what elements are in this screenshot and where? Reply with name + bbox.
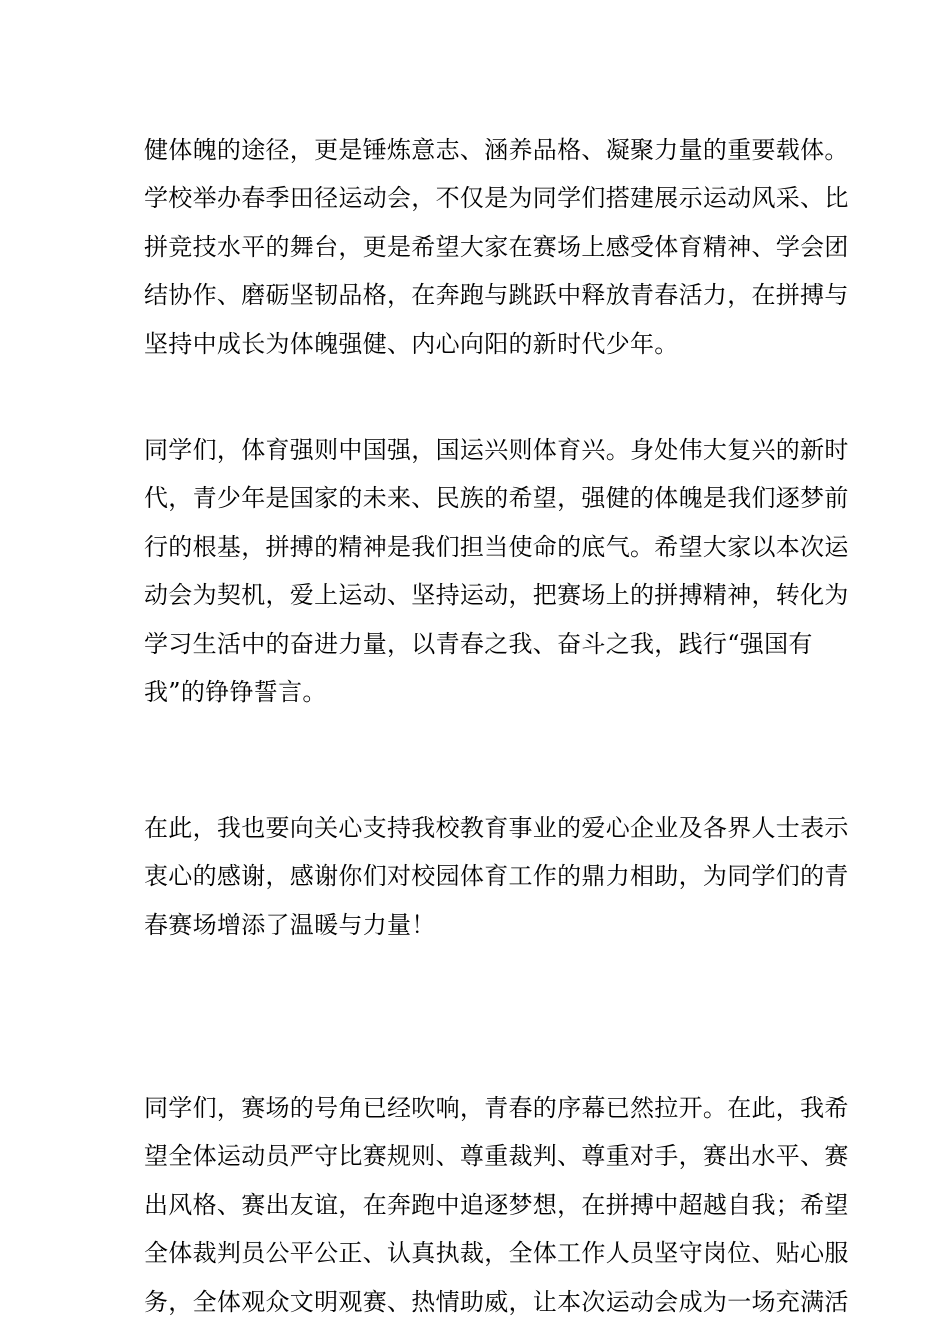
paragraph-line: 春赛场增添了温暖与力量！ bbox=[144, 910, 436, 939]
paragraph-line: 衷心的感谢，感谢你们对校园体育工作的鼎力相助，为同学们的青 bbox=[144, 862, 849, 891]
paragraph-line: 在此，我也要向关心支持我校教育事业的爱心企业及各界人士表示 bbox=[144, 814, 849, 842]
paragraph-line: 学习生活中的奋进力量，以青春之我、奋斗之我，践行“强国有 bbox=[144, 629, 813, 658]
paragraph-2 bbox=[144, 426, 849, 716]
paragraph-line: 学校举办春季田径运动会，不仅是为同学们搭建展示运动风采、比 bbox=[144, 184, 849, 213]
paragraph-line: 望全体运动员严守比赛规则、尊重裁判、尊重对手，赛出水平、赛 bbox=[144, 1142, 849, 1171]
paragraph-line: 代，青少年是国家的未来、民族的希望，强健的体魄是我们逐梦前 bbox=[144, 484, 849, 513]
paragraph-line: 健体魄的途径，更是锤炼意志、涵养品格、凝聚力量的重要载体。 bbox=[144, 136, 849, 164]
paragraph-line: 全体裁判员公平公正、认真执裁，全体工作人员坚守岗位、贴心服 bbox=[144, 1239, 849, 1268]
paragraph-line: 务，全体观众文明观赛、热情助威，让本次运动会成为一场充满活 bbox=[144, 1287, 849, 1316]
paragraph-line: 我”的铮铮誓言。 bbox=[144, 677, 327, 706]
paragraph-3 bbox=[144, 804, 849, 949]
paragraph-line: 行的根基，拼搏的精神是我们担当使命的底气。希望大家以本次运 bbox=[144, 532, 849, 561]
paragraph-line: 坚持中成长为体魄强健、内心向阳的新时代少年。 bbox=[144, 329, 679, 358]
paragraph-line: 同学们，赛场的号角已经吹响，青春的序幕已然拉开。在此，我希 bbox=[144, 1094, 849, 1122]
paragraph-line: 结协作、磨砺坚韧品格，在奔跑与跳跃中释放青春活力，在拼搏与 bbox=[144, 281, 849, 310]
paragraph-line: 同学们，体育强则中国强，国运兴则体育兴。身处伟大复兴的新时 bbox=[144, 436, 849, 464]
paragraph-line: 拼竞技水平的舞台，更是希望大家在赛场上感受体育精神、学会团 bbox=[144, 232, 849, 261]
paragraph-line: 动会为契机，爱上运动、坚持运动，把赛场上的拼搏精神，转化为 bbox=[144, 581, 849, 610]
paragraph-1 bbox=[144, 126, 849, 368]
paragraph-4 bbox=[144, 1084, 849, 1326]
paragraph-line: 出风格、赛出友谊，在奔跑中追逐梦想，在拼搏中超越自我；希望 bbox=[144, 1190, 849, 1219]
